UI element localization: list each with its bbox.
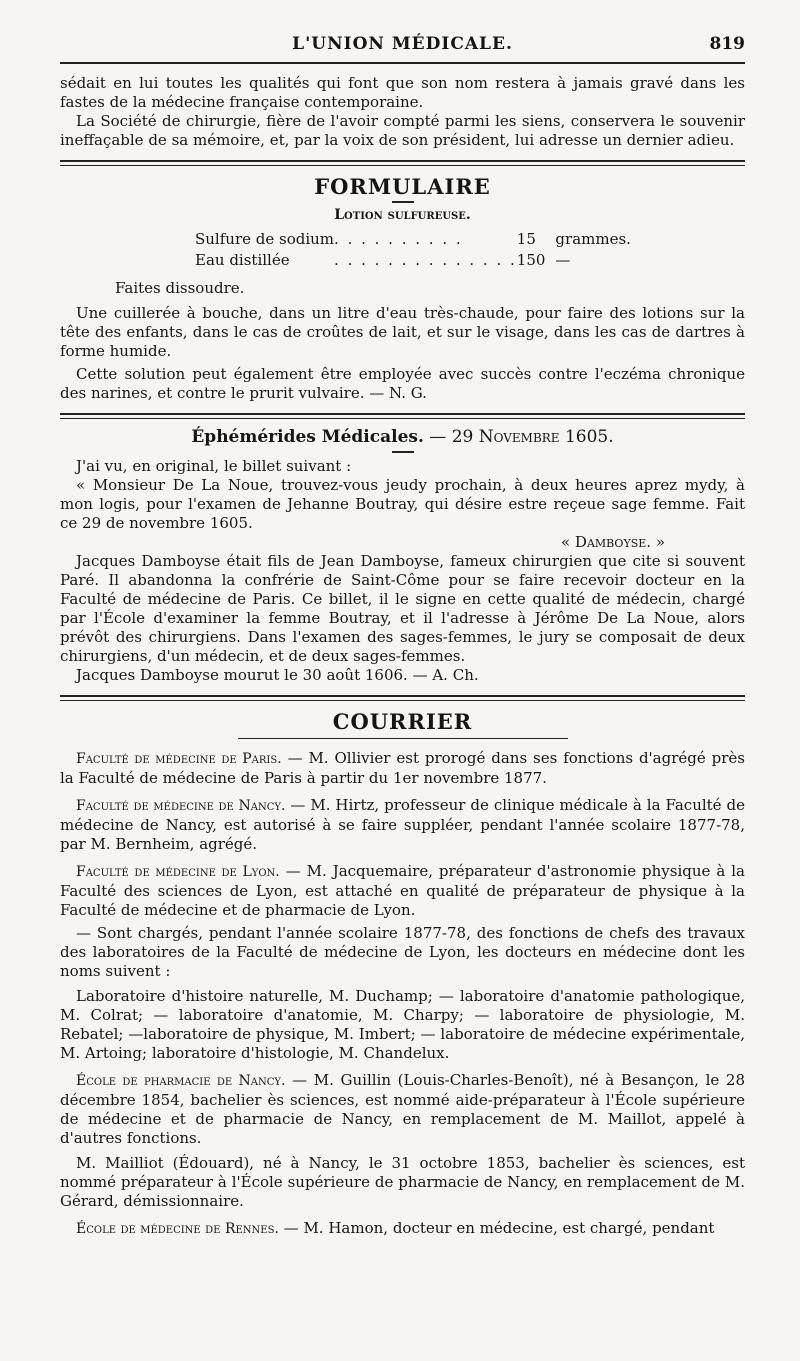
intro-paragraph-2: La Société de chirurgie, fière de l'avoir compté parmi les siens, conservera le souvenir ineffaçable de sa mémoire, et, par la voix de son président, lui adresse un dernier adieu.	[60, 112, 745, 149]
page-header	[60, 28, 745, 64]
quote-signature: « Damboyse. »	[560, 533, 665, 551]
intro-paragraph-1: sédait en lui toutes les qualités qui font que son nom restera à jamais gravé dans les fastes de la médecine française contemporaine.	[60, 74, 745, 111]
section-divider	[60, 160, 745, 166]
entry-text: — M. Hamon, docteur en médecine, est chargé, pendant	[278, 1219, 715, 1237]
formulaire-subtitle: Lotion sulfureuse.	[334, 207, 471, 223]
leader-dots: . . . . . . . . . . . . . .	[334, 251, 517, 269]
title-dash	[392, 451, 414, 453]
ingredient-name: Eau distillée	[195, 251, 290, 269]
formulaire-title: FORMULAIRE	[314, 174, 491, 199]
ingredient-name: Sulfure de sodium	[195, 230, 335, 248]
courrier-title: COURRIER	[332, 709, 473, 734]
page-content	[60, 74, 745, 1239]
entry-text: — M. Ollivier est prorogé dans ses fonctions d'agrégé près la Faculté de médecine de Paris à partir du 1er novembre 1877.	[60, 749, 745, 787]
leader-dots: . . . . . . . . . .	[334, 230, 463, 248]
ephemerides-date: — 29 Novembre 1605.	[429, 427, 614, 447]
entry-heading: Faculté de médecine de Lyon.	[76, 864, 280, 880]
running-title: L'UNION MÉDICALE.	[292, 34, 513, 54]
entry-heading: École de médecine de Rennes.	[76, 1221, 279, 1237]
entry-heading: Faculté de médecine de Nancy.	[76, 798, 286, 814]
ephemerides-name: Éphémérides Médicales.	[191, 427, 424, 447]
ephemerides-intro: J'ai vu, en original, le billet suivant :	[76, 457, 352, 475]
title-dash	[392, 201, 414, 203]
ephemerides-paragraph-1: Jacques Damboyse était fils de Jean Damboyse, fameux chirurgien que cite si souvent Paré. Il abandonna la confrérie de Saint-Côme pour se faire recevoir docteur en la Faculté de médecine de Paris. Ce billet, il le signe en cette qualité de médecin, chargé par l'École d'examiner la femme Boutray, et il l'adresse à Jérôme De La Noue, alors prévôt des chirurgiens. Dans l'examen des sages-femmes, le jury se composait de deux chirurgiens, d'un médecin, et de deux sages-femmes.	[60, 552, 745, 665]
courrier-entry	[60, 749, 745, 788]
entry-text: — M. Guillin (Louis-Charles-Benoît), né à Besançon, le 28 décembre 1854, bachelier ès sciences, est nommé aide-préparateur à l'École supérieure de médecine et de pharmacie de Nancy, en remplacement de M. Maillot, appelé à d'autres fonctions.	[60, 1071, 745, 1147]
mailliot-paragraph: M. Mailliot (Édouard), né à Nancy, le 31 octobre 1853, bachelier ès sciences, est nommé préparateur à l'École supérieure de pharmacie de Nancy, en remplacement de M. Gérard, démissionnaire.	[60, 1154, 745, 1210]
formulaire-paragraph-2: Cette solution peut également être employée avec succès contre l'eczéma chronique des narines, et contre le prurit vulvaire. — N. G.	[60, 365, 745, 402]
section-divider	[60, 695, 745, 701]
lyon-laboratory-list: Laboratoire d'histoire naturelle, M. Duchamp; — laboratoire d'anatomie pathologique, M. Colrat; — laboratoire d'anatomie, M. Charpy; — laboratoire de physiologie, M. Rebatel; —laboratoire de physique, M. Imbert; — laboratoire de médecine expérimentale, M. Artoing; laboratoire d'histologie, M. Chandelux.	[60, 987, 745, 1062]
courrier-entry	[60, 1219, 745, 1239]
courrier-entry	[60, 862, 745, 920]
lyon-continuation: — Sont chargés, pendant l'année scolaire 1877-78, des fonctions de chefs des travaux des laboratoires de la Faculté de médecine de Lyon, les docteurs en médecine dont les noms suivent :	[60, 924, 745, 980]
courrier-entry	[60, 1071, 745, 1148]
section-divider	[60, 413, 745, 419]
formulaire-paragraph-1: Une cuillerée à bouche, dans un litre d'eau très-chaude, pour faire des lotions sur la tête des enfants, dans le cas de croûtes de lait, et sur le visage, dans les cas de dartres à forme humide.	[60, 304, 745, 360]
recipe-row	[195, 250, 631, 271]
entry-heading: Faculté de médecine de Paris.	[76, 751, 282, 767]
entry-heading: École de pharmacie de Nancy.	[76, 1073, 286, 1089]
ingredient-unit: grammes.	[555, 230, 631, 248]
entry-text: — M. Jacquemaire, préparateur d'astronomie physique à la Faculté des sciences de Lyon, est attaché en qualité de préparateur de physique à la Faculté de médecine et de pharmacie de Lyon.	[60, 862, 745, 919]
recipe-row	[195, 229, 631, 250]
page-number: 819	[709, 34, 745, 54]
ingredient-unit: —	[555, 251, 571, 269]
ephemerides-paragraph-2: Jacques Damboyse mourut le 30 août 1606. — A. Ch.	[76, 666, 479, 684]
recipe-instruction: Faites dissoudre.	[115, 279, 245, 297]
entry-text: — M. Hirtz, professeur de clinique médicale à la Faculté de médecine de Nancy, est autorisé à se faire suppléer, pendant l'année scolaire 1877-78, par M. Bernheim, agrégé.	[60, 796, 745, 853]
ingredient-amount: 15	[516, 230, 536, 248]
recipe-table	[195, 229, 631, 271]
ingredient-amount: 150	[516, 251, 546, 269]
ephemerides-quote: « Monsieur De La Noue, trouvez-vous jeudy prochain, à deux heures aprez mydy, à mon logis, pour l'examen de Jehanne Boutray, qui désire estre reçeue sage femme. Fait ce 29 de novembre 1605.	[60, 476, 745, 532]
title-rule	[238, 738, 568, 739]
ephemerides-title	[60, 427, 745, 447]
courrier-entry	[60, 796, 745, 854]
